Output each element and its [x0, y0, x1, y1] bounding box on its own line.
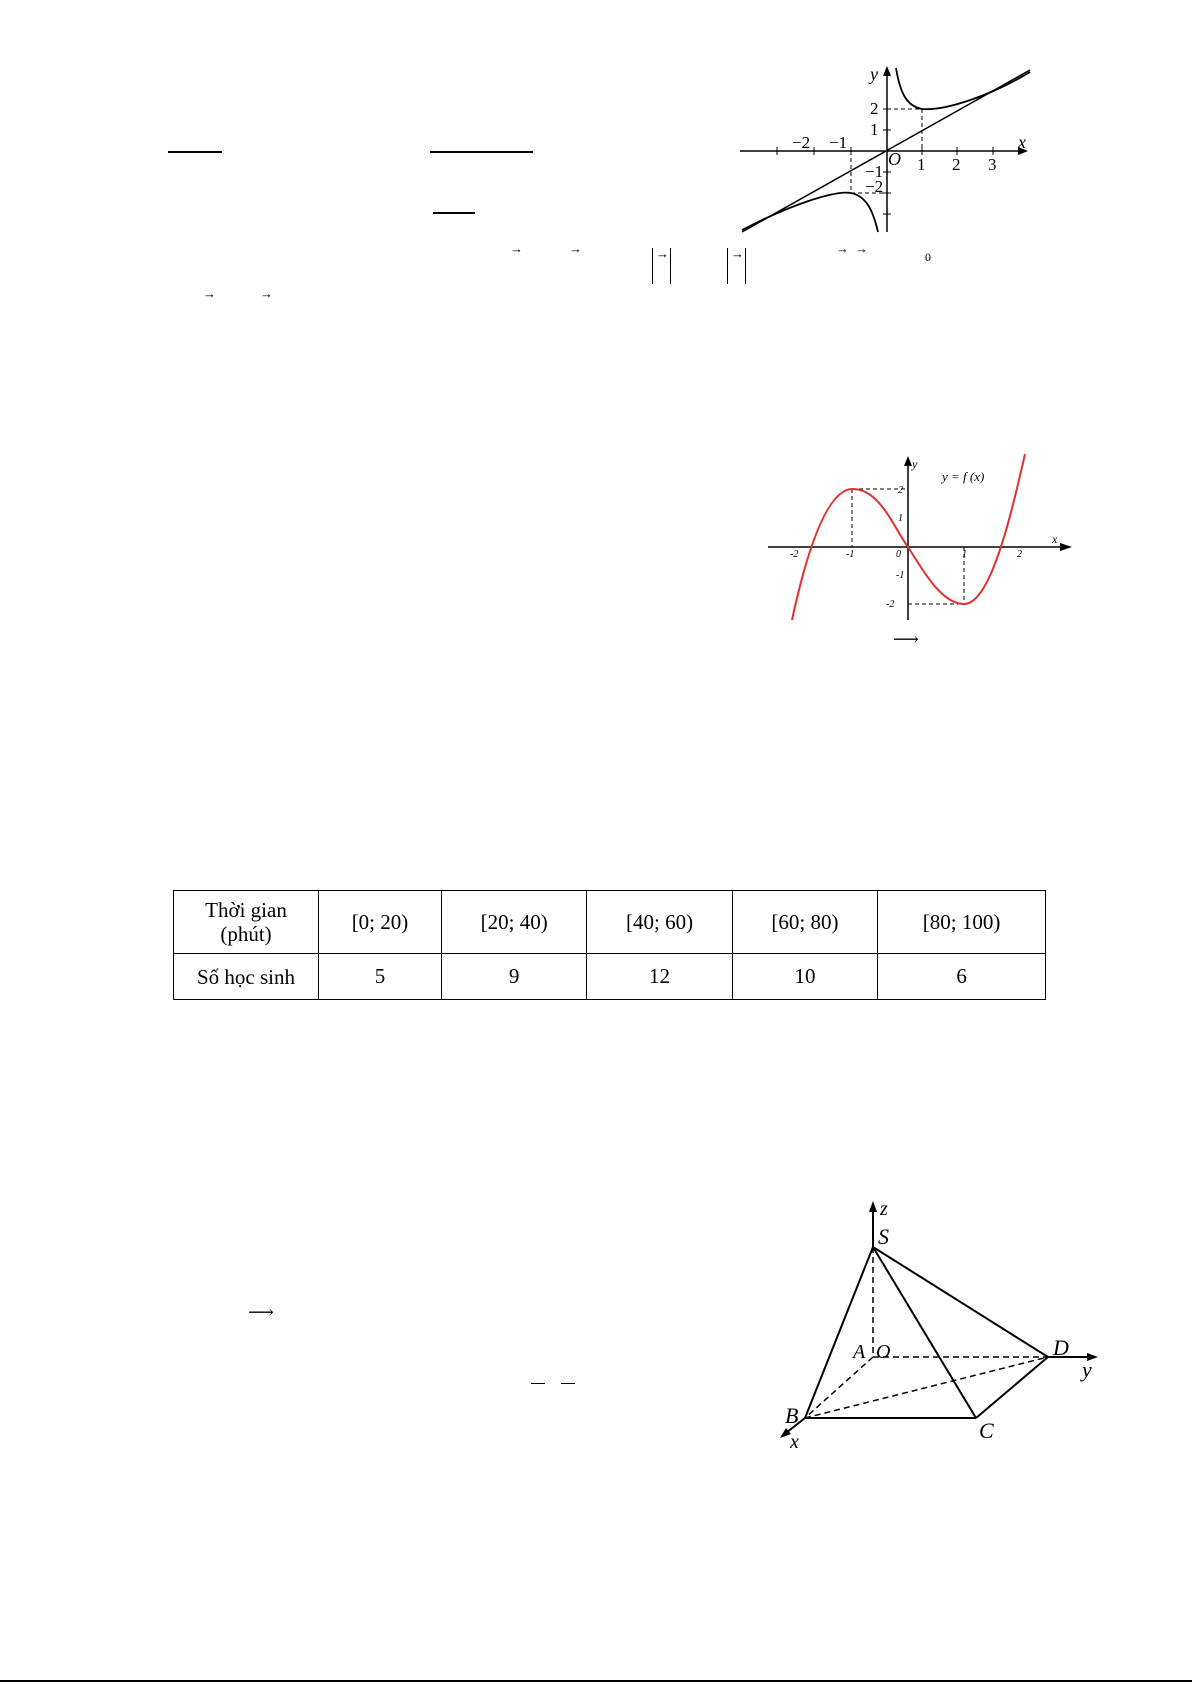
fraction-bar	[168, 151, 222, 153]
count-cell: 10	[732, 954, 877, 1000]
y-tick-label: 1	[870, 120, 879, 139]
vertex-o-label: O	[876, 1341, 891, 1363]
vector-arrow-icon: →	[656, 246, 669, 261]
count-cell: 9	[441, 954, 586, 1000]
abs-bar	[652, 248, 653, 284]
function-label: y = f (x)	[942, 469, 985, 484]
overline-mark	[531, 1383, 545, 1384]
count-cell: 12	[587, 954, 732, 1000]
vector-arrow-icon: →	[731, 246, 744, 261]
vertex-d-label: D	[1053, 1335, 1069, 1360]
origin-label: O	[888, 149, 901, 169]
y-tick-label: -2	[886, 599, 895, 610]
x-tick-label: 1	[917, 155, 926, 174]
abs-bar	[727, 248, 728, 284]
y-axis-label: y	[1082, 1357, 1092, 1382]
vector-arrow-icon: →	[855, 241, 868, 256]
y-axis-label: y	[870, 64, 878, 84]
x-tick-label: 2	[952, 155, 961, 174]
header-label-line2: (phút)	[220, 922, 272, 946]
x-tick-label: -1	[846, 549, 855, 560]
vector-arrow-icon: →	[260, 286, 273, 301]
long-arrow-icon: ⟶	[248, 1302, 274, 1322]
fraction-bar	[433, 212, 475, 214]
x-axis-label: x	[790, 1431, 799, 1453]
x-axis-label: x	[1018, 132, 1026, 152]
x-tick-label: 1	[962, 549, 967, 560]
z-axis-label: z	[880, 1198, 888, 1220]
y-tick-label: −1	[865, 162, 884, 181]
graph-asymptote-figure	[735, 62, 1035, 232]
cubic-function-figure	[765, 448, 1075, 648]
frequency-table	[173, 890, 1046, 1000]
count-cell: 6	[878, 954, 1046, 1000]
interval-cell: [80; 100)	[878, 891, 1046, 954]
superscript-zero: 0	[925, 250, 931, 264]
x-tick-label: −1	[829, 133, 848, 152]
vertex-s-label: S	[878, 1224, 889, 1249]
overline-mark	[561, 1383, 575, 1384]
vector-arrow-icon: →	[836, 241, 849, 256]
pyramid-figure	[770, 1195, 1110, 1455]
table-row	[174, 954, 1046, 1000]
vector-arrow-icon: →	[203, 286, 216, 301]
count-cell: 5	[319, 954, 442, 1000]
vertex-c-label: C	[979, 1418, 994, 1443]
long-arrow-icon: ⟶	[893, 629, 919, 649]
table-row	[174, 891, 1046, 954]
y-tick-label: 1	[898, 513, 903, 524]
vector-arrow-icon: →	[569, 241, 582, 256]
fraction-bar	[430, 151, 533, 153]
y-axis-label: y	[912, 457, 918, 471]
vertex-b-label: B	[785, 1403, 799, 1428]
row-label-cell: Số học sinh	[174, 954, 319, 1000]
vertex-a-label: A	[853, 1341, 866, 1363]
x-tick-label: 0	[896, 549, 901, 560]
y-tick-label: −2	[865, 177, 884, 196]
x-tick-label: 2	[1017, 549, 1022, 560]
page-bottom-rule	[0, 1680, 1192, 1682]
interval-cell: [0; 20)	[319, 891, 442, 954]
x-tick-label: -2	[790, 549, 799, 560]
x-tick-label: 3	[988, 155, 997, 174]
table-header-cell	[174, 891, 319, 954]
abs-bar	[745, 248, 746, 284]
interval-cell: [60; 80)	[732, 891, 877, 954]
x-axis-label: x	[1052, 532, 1058, 546]
x-tick-label: −2	[792, 133, 811, 152]
y-tick-label: 2	[898, 485, 903, 496]
interval-cell: [20; 40)	[441, 891, 586, 954]
y-tick-label: 2	[870, 99, 879, 118]
header-label-line1: Thời gian	[205, 898, 287, 922]
abs-bar	[670, 248, 671, 284]
y-tick-label: -1	[896, 570, 905, 581]
vector-arrow-icon: →	[510, 241, 523, 256]
interval-cell: [40; 60)	[587, 891, 732, 954]
